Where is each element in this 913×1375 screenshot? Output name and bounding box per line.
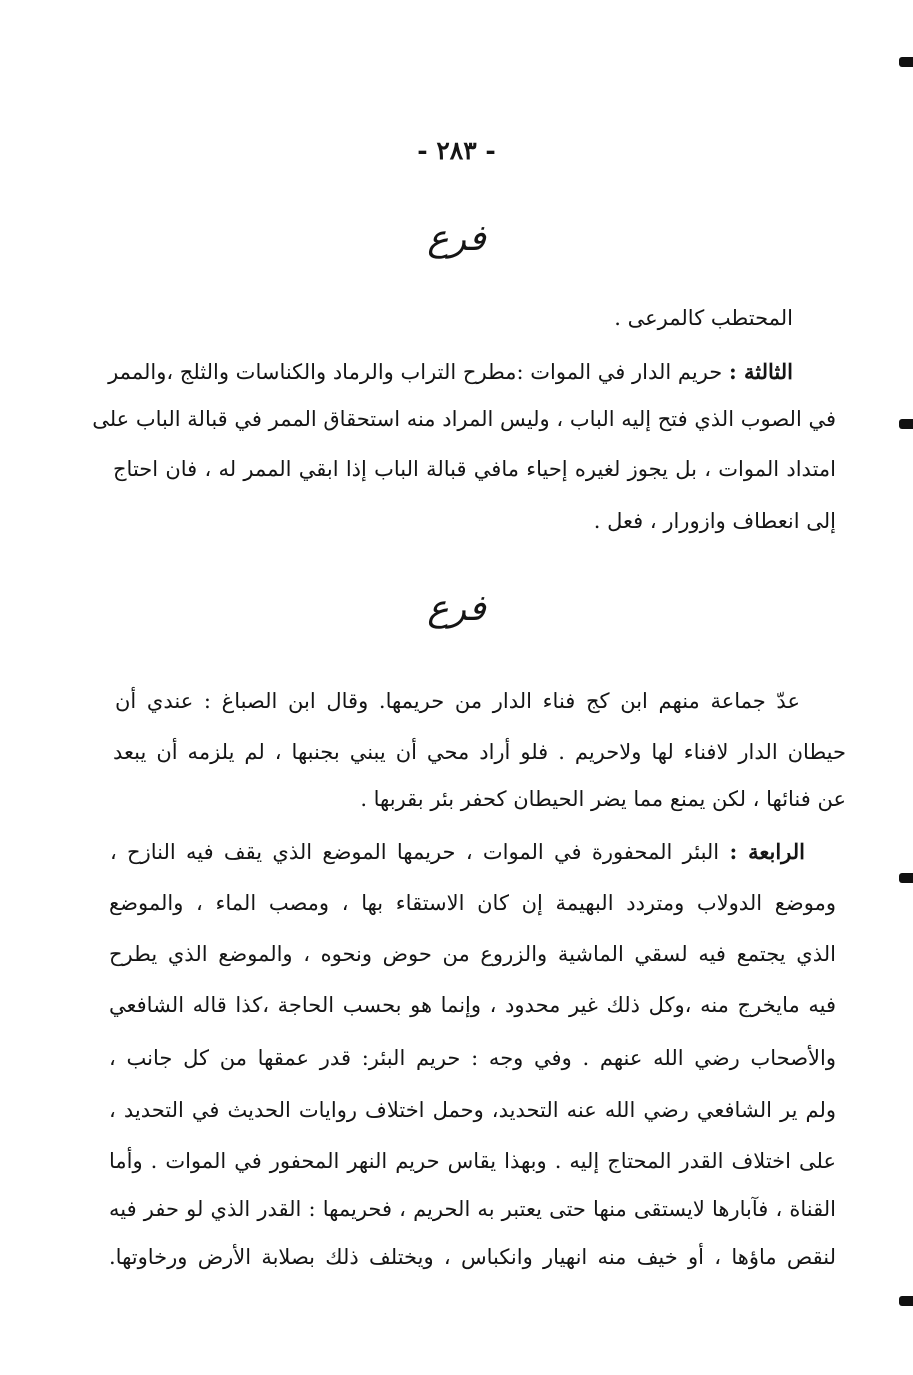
line-text: البئر المحفورة في الموات ، حريمها الموضع الذي يقف فيه النازح ، (110, 840, 730, 864)
text-line (109, 1095, 836, 1127)
page-number: - ٢٨٣ - (417, 136, 496, 165)
scan-edge-mark (899, 419, 913, 429)
text-line (109, 1194, 836, 1226)
text-line (109, 990, 836, 1022)
text-line (493, 303, 793, 335)
line-text: وموضع الدولاب ومتردد البهيمة إن كان الاستقاء بها ، ومصب الماء ، والموضع (109, 891, 836, 915)
line-text: في الصوب الذي فتح إليه الباب ، وليس المراد منه استحقاق الممر في قبالة الباب على (92, 407, 836, 431)
section-heading-1: فرع (427, 218, 486, 259)
section-heading-2: فرع (427, 588, 486, 629)
paragraph-lead: الرابعة : (729, 839, 805, 864)
text-line (436, 506, 836, 538)
scan-edge-mark (899, 873, 913, 883)
line-text: عن فنائها ، لكن يمنع مما يضر الحيطان كحفر بئر بقربها . (360, 787, 846, 811)
line-text: القناة ، فآبارها لايستقى منها حتى يعتبر به الحريم ، فحريمها : القدر الذي لو حفر فيه (109, 1197, 836, 1221)
line-text: والأصحاب رضي الله عنهم . وفي وجه : حريم البئر: قدر عمقها من كل جانب ، (109, 1046, 836, 1070)
text-line (109, 1043, 836, 1075)
text-line (109, 888, 836, 920)
text-line (113, 454, 836, 486)
line-text: امتداد الموات ، بل يجوز لغيره إحياء مافي قبالة الباب إذا ابقي الممر له ، فان احتاج (113, 457, 836, 481)
text-line (108, 357, 793, 389)
line-text: عدّ جماعة منهم ابن كج فناء الدار من حريمها. وقال ابن الصباغ : عندي أن (115, 689, 800, 713)
text-line (92, 404, 836, 436)
line-text: لنقص ماؤها ، أو خيف منه انهيار وانكباس ، ويختلف ذلك بصلابة الأرض ورخاوتها. (109, 1245, 836, 1269)
line-text: إلى انعطاف وازورار ، فعل . (593, 509, 836, 533)
text-line (109, 1146, 836, 1178)
scan-edge-mark (899, 57, 913, 67)
paragraph-lead: الثالثة : (728, 359, 793, 384)
text-line (113, 737, 846, 769)
line-text: فيه مايخرج منه ،وكل ذلك غير محدود ، وإنما هو بحسب الحاجة ،كذا قاله الشافعي (109, 993, 836, 1017)
text-line (109, 1242, 836, 1274)
text-line (110, 837, 805, 869)
text-line (115, 686, 800, 718)
line-text: ولم ير الشافعي رضي الله عنه التحديد، وحمل اختلاف روايات الحديث في التحديد ، (109, 1098, 836, 1122)
line-text: المحتطب كالمرعى . (614, 306, 793, 330)
line-text: الذي يجتمع فيه لسقي الماشية والزروع من حوض ونحوه ، والموضع الذي يطرح (109, 942, 836, 966)
text-line (109, 939, 836, 971)
line-text: على اختلاف القدر المحتاج إليه . وبهذا يقاس حريم النهر المحفور في الموات . وأما (109, 1149, 836, 1173)
scan-edge-mark (899, 1296, 913, 1306)
line-text: حريم الدار في الموات :مطرح التراب والرماد والكناسات والثلج ،والممر (108, 360, 729, 384)
text-line (246, 784, 846, 816)
line-text: حيطان الدار لافناء لها ولاحريم . فلو أراد محي أن يبني بجنبها ، لم يلزمه أن يبعد (113, 740, 846, 764)
